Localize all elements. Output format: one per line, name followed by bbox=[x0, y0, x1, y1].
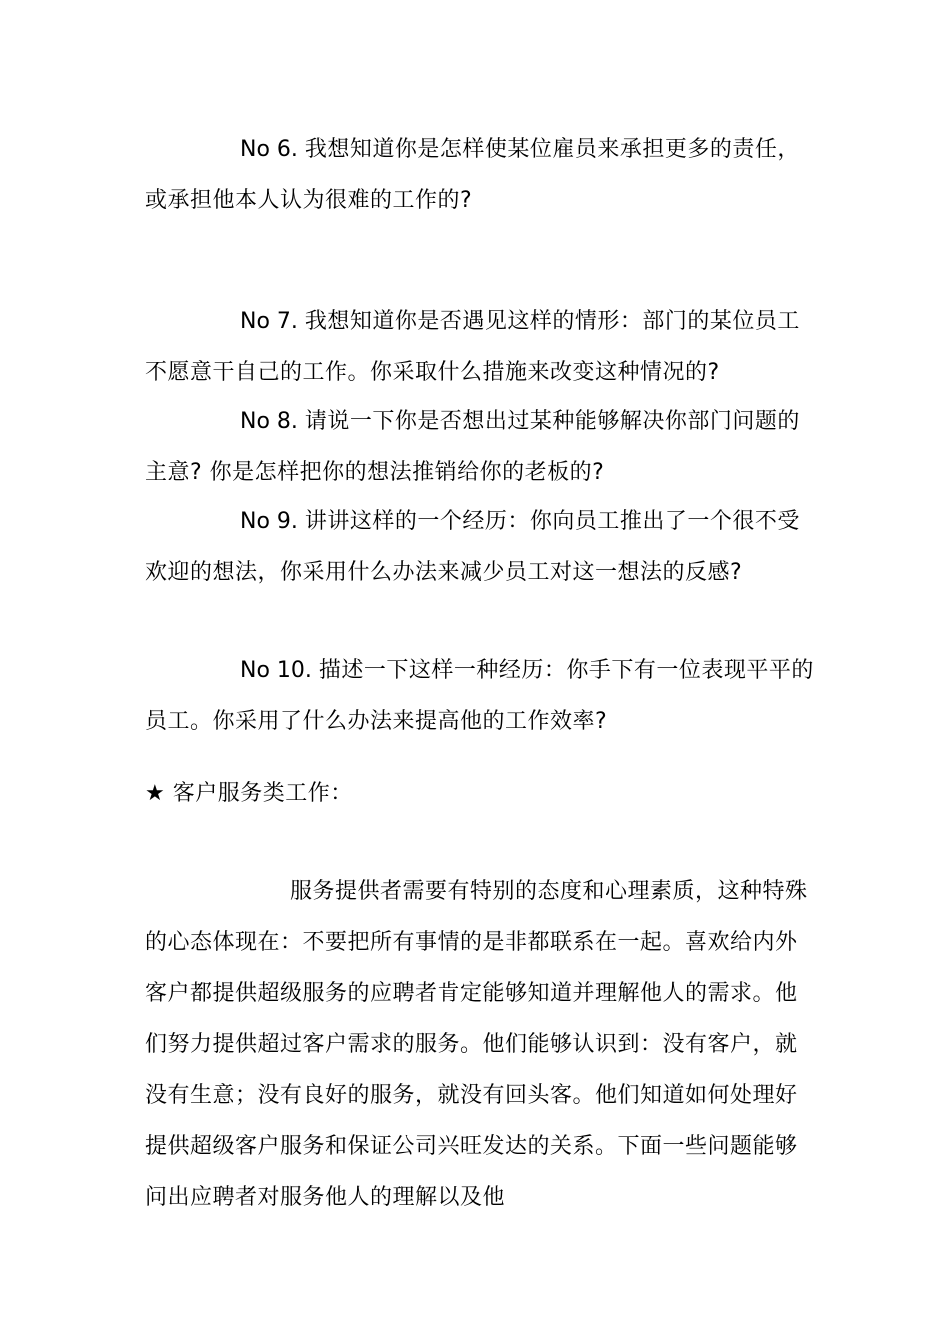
question-6 bbox=[145, 124, 815, 226]
question-number: No 8. bbox=[240, 409, 305, 434]
question-number: No 9. bbox=[240, 509, 305, 534]
question-text: 我想知道你是怎样使某位雇员来承担更多的责任，或承担他本人认为很难的工作的? bbox=[145, 137, 800, 213]
question-10 bbox=[145, 645, 815, 747]
question-8 bbox=[145, 396, 815, 498]
question-text: 描述一下这样一种经历：你手下有一位表现平平的员工。你采用了什么办法来提高他的工作效率? bbox=[145, 658, 814, 734]
question-number: No 6. bbox=[240, 137, 305, 162]
section-heading bbox=[145, 768, 815, 819]
question-9 bbox=[145, 496, 815, 598]
question-text: 讲讲这样的一个经历：你向员工推出了一个很不受欢迎的想法，你采用什么办法来减少员工对这一想法的反感? bbox=[145, 509, 800, 585]
star-icon: ★ bbox=[145, 781, 166, 806]
section-heading-text: 客户服务类工作： bbox=[165, 781, 353, 806]
question-7 bbox=[145, 296, 815, 398]
question-text: 我想知道你是否遇见这样的情形：部门的某位员工不愿意干自己的工作。你采取什么措施来改变这种情况的? bbox=[145, 309, 800, 385]
question-text: 请说一下你是否想出过某种能够解决你部门问题的主意? 你是怎样把你的想法推销给你的老板的? bbox=[145, 409, 800, 485]
question-number: No 7. bbox=[240, 309, 305, 334]
question-number: No 10. bbox=[240, 658, 319, 683]
body-paragraph: 服务提供者需要有特别的态度和心理素质，这种特殊的心态体现在：不要把所有事情的是非都联系在一起。喜欢给内外客户都提供超级服务的应聘者肯定能够知道并理解他人的需求。他们努力提供超过客户需求的服务。他们能够认识到：没有客户，就没有生意；没有良好的服务，就没有回头客。他们知道如何处理好提供超级客户服务和保证公司兴旺发达的关系。下面一些问题能够问出应聘者对服务他人的理解以及他 bbox=[145, 879, 808, 1210]
